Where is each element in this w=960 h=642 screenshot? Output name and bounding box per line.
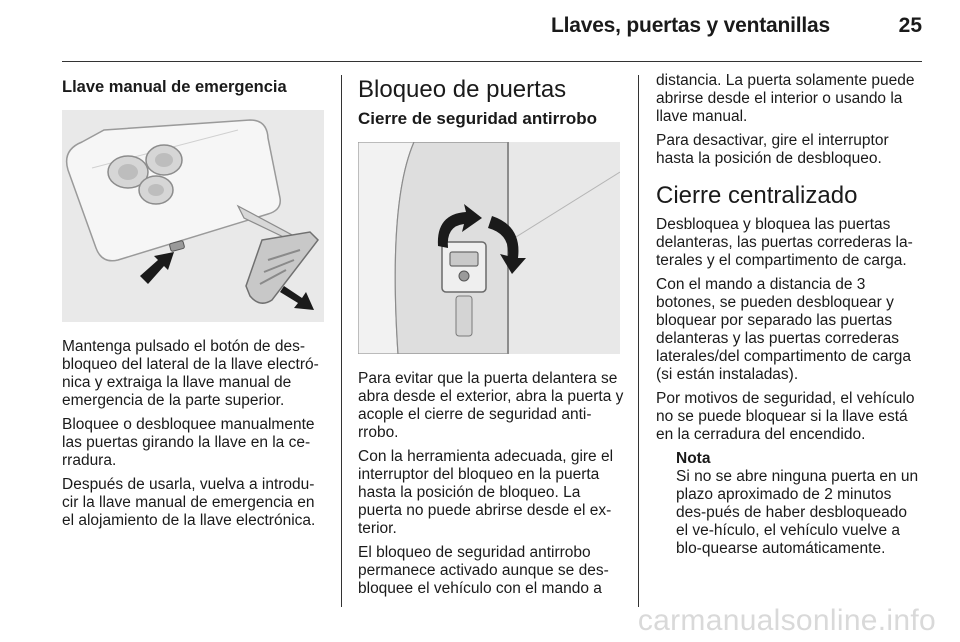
watermark: carmanualsonline.info (637, 604, 936, 637)
paragraph: Con el mando a distancia de 3 botones, se pueden desbloquear y bloquear por separado las puertas delanteras y las puertas correderas laterales/del compartimento de carga (si están instaladas). (656, 276, 912, 383)
paragraph: El bloqueo de seguridad antirrobo permanece activado aunque se des-bloquee el vehículo con el mando a (358, 544, 609, 597)
paragraph: Para evitar que la puerta delantera se abra desde el exterior, abra la puerta y acople el cierre de seguridad anti-rrobo. (358, 370, 624, 441)
paragraph-deactivate: Para desactivar, gire el interruptor hasta la posición de desbloqueo. (656, 132, 889, 167)
note-title: Nota (676, 450, 711, 467)
subheading-anti-theft-lock: Cierre de seguridad antirrobo (358, 109, 597, 128)
note-text: Si no se abre ninguna puerta en un plazo aproximado de 2 minutos des-pués de haber desbloqueado el ve-hículo, el vehículo vuelve a blo-quearse automáticamente. (676, 468, 919, 557)
paragraph: Por motivos de seguridad, el vehículo no se puede bloquear si la llave está en la cerradura del encendido. (656, 390, 915, 443)
note-box (676, 450, 922, 558)
header-rule (62, 61, 922, 62)
section-heading-door-locking: Bloqueo de puertas (358, 76, 567, 103)
paragraph: Después de usarla, vuelva a introdu-cir la llave manual de emergencia en el alojamiento de la llave electrónica. (62, 476, 316, 529)
door-lock-illustration (358, 142, 620, 354)
smart-key-illustration (62, 110, 324, 322)
figure-emergency-key (62, 110, 324, 322)
paragraph: Con la herramienta adecuada, gire el interruptor del bloqueo en la puerta hasta la posición de bloqueo. La puerta no puede abrirse desde el ex-terior. (358, 448, 614, 537)
column-emergency-key (62, 72, 327, 536)
column-divider-2 (638, 75, 639, 607)
page-number: 25 (898, 14, 922, 37)
paragraph-continuation: distancia. La puerta solamente puede abrirse desde el interior o usando la llave manual. (656, 72, 915, 125)
figure-door-lock (358, 142, 620, 354)
column-door-locking (358, 72, 624, 604)
page-header-title: Llaves, puertas y ventanillas (550, 14, 830, 37)
paragraph: Bloquee o desbloquee manualmente las puertas girando la llave en la ce-rradura. (62, 416, 315, 469)
section-heading-central-locking: Cierre centralizado (656, 182, 858, 209)
paragraph: Desbloquea y bloquea las puertas delanteras, las puertas correderas la-terales y el compartimento de carga. (656, 216, 913, 269)
column-central-locking (656, 72, 922, 558)
paragraph: Mantenga pulsado el botón de des-bloqueo del lateral de la llave electró-nica y extraiga la llave manual de emergencia de la parte superior. (62, 338, 319, 409)
section-heading-emergency-key: Llave manual de emergencia (62, 78, 287, 96)
column-divider-1 (341, 75, 342, 607)
